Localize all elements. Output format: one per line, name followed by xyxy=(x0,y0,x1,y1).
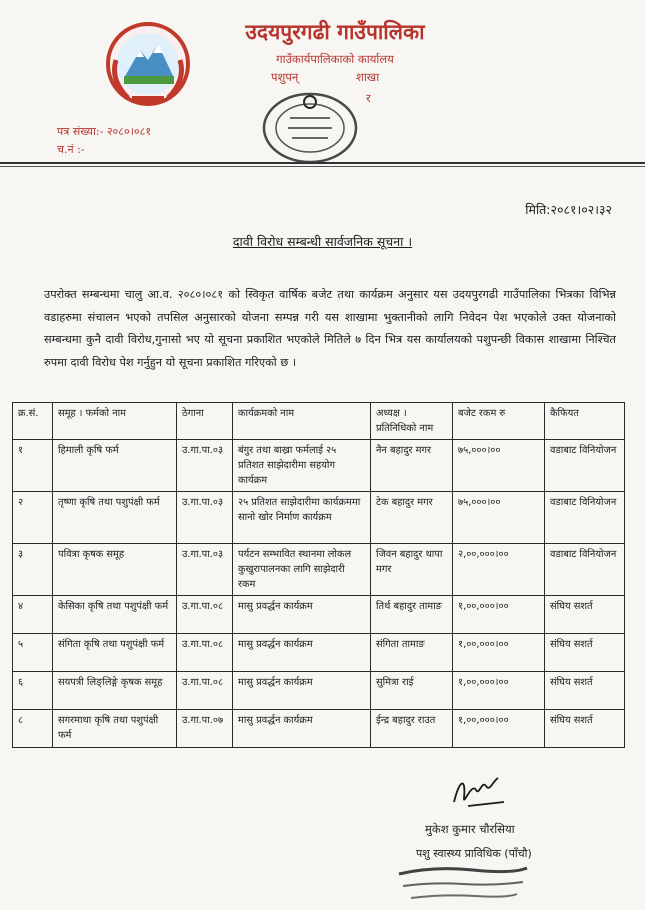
table-header-row xyxy=(13,403,625,440)
cell-program: मासु प्रवर्द्धन कार्यक्रम xyxy=(233,634,371,672)
cell-address: उ.गा.पा.०३ xyxy=(177,544,233,596)
cell-remarks: संघिय सशर्त xyxy=(545,596,625,634)
org-name: उदयपुरगढी गाउँपालिका xyxy=(245,19,425,44)
header-rule xyxy=(0,162,645,164)
table-row xyxy=(13,596,625,634)
table-row xyxy=(13,710,625,748)
cell-chairperson: संगिता तामाङ xyxy=(371,634,453,672)
cell-serial: २ xyxy=(13,492,53,544)
nepal-emblem-icon xyxy=(102,20,194,108)
cell-serial: ३ xyxy=(13,544,53,596)
col-header-group: समूह । फर्मको नाम xyxy=(53,403,177,440)
cell-remarks: संघिय सशर्त xyxy=(545,672,625,710)
cell-group: सयपत्री लिङ्लिङ्गे कृषक समूह xyxy=(53,672,177,710)
cell-address: उ.गा.पा.०३ xyxy=(177,440,233,492)
cell-chairperson: टेक बहादुर मगर xyxy=(371,492,453,544)
cell-budget: १,००,०००।०० xyxy=(453,672,545,710)
notice-date: मिति:२०८१।०२।३२ xyxy=(525,202,612,217)
signer-title: पशु स्वास्थ्य प्राविधिक (पाँचौ) xyxy=(416,847,532,860)
cell-budget: ७५,०००।०० xyxy=(453,440,545,492)
cell-chairperson: सुमित्रा राई xyxy=(371,672,453,710)
table-row xyxy=(13,544,625,596)
cell-address: उ.गा.पा.०८ xyxy=(177,634,233,672)
cell-remarks: संघिय सशर्त xyxy=(545,710,625,748)
cell-address: उ.गा.पा.०३ xyxy=(177,492,233,544)
table-row xyxy=(13,492,625,544)
cell-program: मासु प्रवर्द्धन कार्यक्रम xyxy=(233,596,371,634)
office-stamp-icon xyxy=(260,88,360,166)
col-header-serial: क्र.सं. xyxy=(13,403,53,440)
cell-serial: ८ xyxy=(13,710,53,748)
cell-remarks: वडाबाट विनियोजन xyxy=(545,544,625,596)
cell-chairperson: ईन्द्र बहादुर राउत xyxy=(371,710,453,748)
cell-program: पर्यटन सम्भावित स्थानमा लोकल कुखुरापालनका लागि साझेदारी रकम xyxy=(233,544,371,596)
cell-address: उ.गा.पा.०७ xyxy=(177,710,233,748)
col-header-program: कार्यक्रमको नाम xyxy=(233,403,371,440)
cell-serial: १ xyxy=(13,440,53,492)
col-header-chairperson: अध्यक्ष । प्रतिनिधिको नाम xyxy=(371,403,453,440)
cell-chairperson: जिवन बहादुर थापा मगर xyxy=(371,544,453,596)
col-header-address: ठेगाना xyxy=(177,403,233,440)
cell-program: मासु प्रवर्द्धन कार्यक्रम xyxy=(233,710,371,748)
cell-serial: ६ xyxy=(13,672,53,710)
branch-name-suffix: शाखा xyxy=(356,70,380,84)
cell-serial: ४ xyxy=(13,596,53,634)
cell-group: हिमाली कृषि फर्म xyxy=(53,440,177,492)
notice-body: उपरोक्त सम्बन्धमा चालु आ.व. २०८०।०८१ को स्विकृत वार्षिक बजेट तथा कार्यक्रम अनुसार यस उदयपुरगढी गाउँपालिका भित्रका विभिन्न वडाहरुमा संचालन भएको तपसिल अनुसारको योजना सम्पन्न गरी यस शाखामा भुक्तानीको लागि निवेदन पेश भएकोले उक्त योजनाको सम्बन्धमा कुनै दावी विरोध,गुनासो भए यो सूचना प्रकाशित भएकोले मितिले ७ दिन भित्र यस कार्यालयको पशुपन्छी विकास शाखामा निश्चित रुपमा दावी विरोध पेश गर्नुहुन यो सूचना प्रकाशित गरिएको छ । xyxy=(44,288,616,369)
cell-program: बंगुर तथा बाख्रा फर्मलाई २५ प्रतिशत साझेदारीमा सहयोग कार्यक्रम xyxy=(233,440,371,492)
dispatch-number: च.नं :- xyxy=(57,143,85,156)
cell-budget: २,००,०००।०० xyxy=(453,544,545,596)
project-table xyxy=(12,402,625,748)
cell-serial: ५ xyxy=(13,634,53,672)
cell-remarks: संघिय सशर्त xyxy=(545,634,625,672)
office-name: गाउँकार्यपालिकाको कार्यालय xyxy=(276,52,394,66)
branch-name-prefix: पशुपन् xyxy=(271,70,299,84)
cell-budget: ७५,०००।०० xyxy=(453,492,545,544)
cell-budget: १,००,०००।०० xyxy=(453,710,545,748)
cell-program: २५ प्रतिशत साझेदारीमा कार्यक्रममा सानो खोर निर्माण कार्यक्रम xyxy=(233,492,371,544)
cell-remarks: वडाबाट विनियोजन xyxy=(545,440,625,492)
cell-chairperson: तिर्थ बहादुर तामाङ xyxy=(371,596,453,634)
signer-name: मुकेश कुमार चौरसिया xyxy=(425,822,515,836)
col-header-remarks: कैफियत xyxy=(545,403,625,440)
cell-group: सगरमाथा कृषि तथा पशुपंक्षी फर्म xyxy=(53,710,177,748)
cell-group: तृष्णा कृषि तथा पशुपंक्षी फर्म xyxy=(53,492,177,544)
address-fragment: र xyxy=(366,91,371,105)
cell-chairperson: नैन बहादुर मगर xyxy=(371,440,453,492)
col-header-budget: बजेट रकम रु xyxy=(453,403,545,440)
cell-group: पवित्रा कृषक समूह xyxy=(53,544,177,596)
cell-budget: १,००,०००।०० xyxy=(453,596,545,634)
table-row xyxy=(13,634,625,672)
cell-address: उ.गा.पा.०८ xyxy=(177,672,233,710)
cell-group: केसिका कृषि तथा पशुपंक्षी फर्म xyxy=(53,596,177,634)
cell-address: उ.गा.पा.०८ xyxy=(177,596,233,634)
cell-group: संगिता कृषि तथा पशुपंक्षी फर्म xyxy=(53,634,177,672)
letter-number: पत्र संख्या:- २०८०।०८१ xyxy=(57,125,152,138)
signature-icon xyxy=(448,772,508,812)
name-seal-icon xyxy=(393,862,533,908)
notice-subject: दावी विरोध सम्बन्धी सार्वजनिक सूचना । xyxy=(232,234,413,249)
header-rule-thin xyxy=(0,166,645,167)
cell-program: मासु प्रवर्द्धन कार्यक्रम xyxy=(233,672,371,710)
table-row xyxy=(13,440,625,492)
table-row xyxy=(13,672,625,710)
cell-remarks: वडाबाट विनियोजन xyxy=(545,492,625,544)
cell-budget: १,००,०००।०० xyxy=(453,634,545,672)
